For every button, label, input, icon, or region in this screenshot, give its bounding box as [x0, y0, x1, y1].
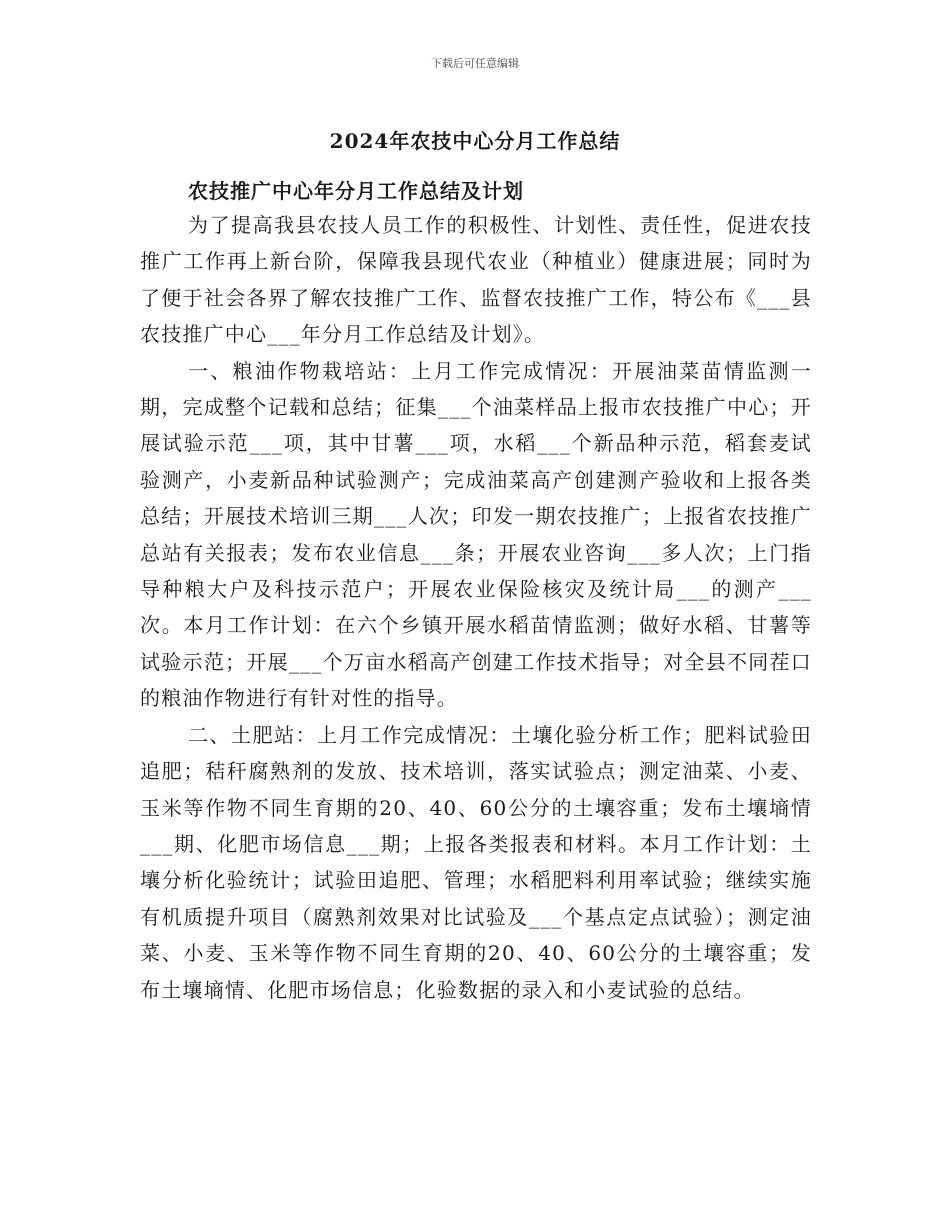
document-title: 2024年农技中心分月工作总结: [329, 129, 621, 153]
paragraph-grain-oil-station: 一、粮油作物栽培站：上月工作完成情况：开展油菜苗情监测一期，完成整个记载和总结；征集___个油菜样品上报市农技推广中心；开展试验示范___项，其中甘薯___项，水稻___个新品种示范，稻套麦试验测产，小麦新品种试验测产；完成油菜高产创建测产验收和上报各类总结；开展技术培训三期___人次；印发一期农技推广；上报省农技推广总站有关报表；发布农业信息___条；开展农业咨询___多人次；上门指导种粮大户及科技示范户；开展农业保险核灾及统计局___的测产___次。本月工作计划：在六个乡镇开展水稻苗情监测；做好水稻、甘薯等试验示范；开展___个万亩水稻高产创建工作技术指导；对全县不同茬口的粮油作物进行有针对性的指导。: [140, 358, 812, 711]
document-body: [140, 207, 812, 1008]
header-note: 下载后可任意编辑: [431, 57, 519, 70]
paragraph-intro: 为了提高我县农技人员工作的积极性、计划性、责任性，促进农技推广工作再上新台阶，保障我县现代农业（种植业）健康进展；同时为了便于社会各界了解农技推广工作、监督农技推广工作，特公布《___县农技推广中心___年分月工作总结及计划》。: [140, 213, 812, 347]
document-subtitle: 农技推广中心年分月工作总结及计划: [188, 179, 524, 203]
paragraph-soil-fertilizer-station: 二、土肥站：上月工作完成情况：土壤化验分析工作；肥料试验田追肥；秸秆腐熟剂的发放、技术培训，落实试验点；测定油菜、小麦、玉米等作物不同生育期的20、40、60公分的土壤容重；发布土壤墒情___期、化肥市场信息___期；上报各类报表和材料。本月工作计划：土壤分析化验统计；试验田追肥、管理；水稻肥料利用率试验；继续实施有机质提升项目（腐熟剂效果对比试验及___个基点定点试验）；测定油菜、小麦、玉米等作物不同生育期的20、40、60公分的土壤容重；发布土壤墒情、化肥市场信息；化验数据的录入和小麦试验的总结。: [140, 722, 812, 1002]
